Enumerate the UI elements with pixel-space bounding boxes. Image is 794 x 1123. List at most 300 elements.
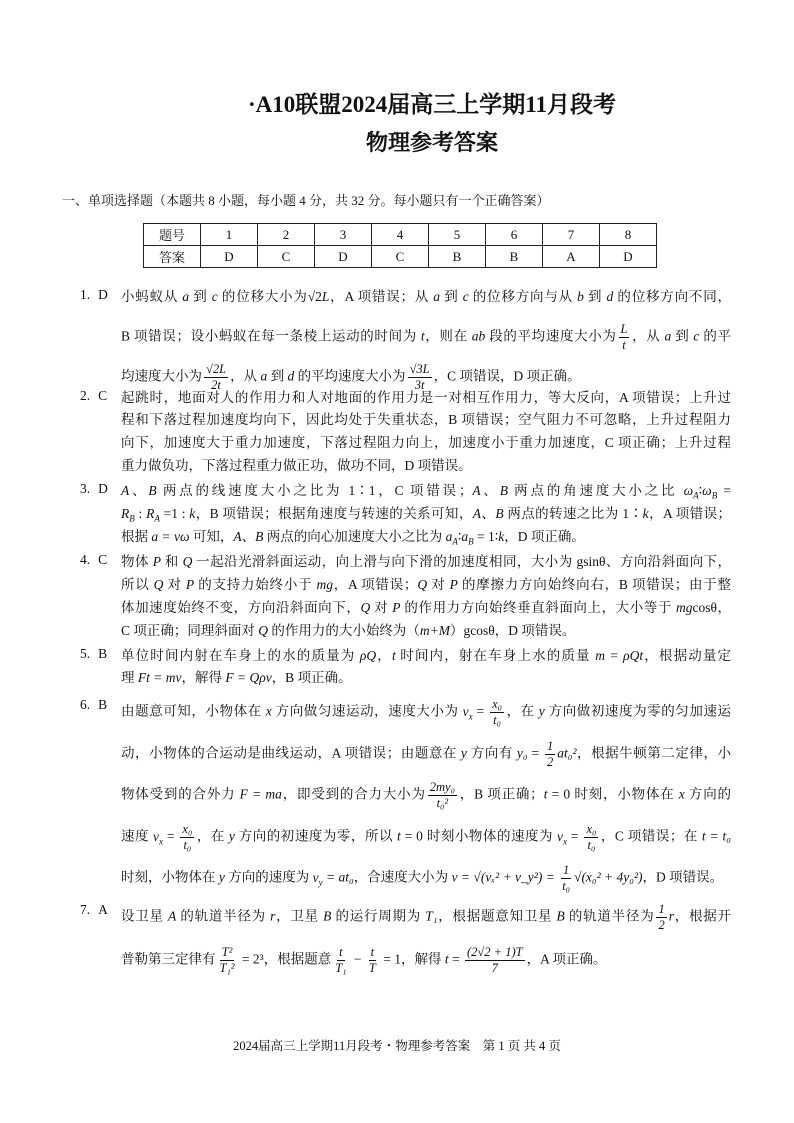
question-answer: D: [98, 481, 108, 496]
text-run: ，根据题意知卫星: [437, 908, 557, 924]
math-base: a: [664, 328, 672, 344]
answer-cell: C: [372, 246, 429, 268]
math-base: y: [218, 869, 225, 885]
math-base: a: [260, 368, 268, 384]
fraction-numerator: √3L: [409, 362, 430, 376]
math-base: v = √(vₓ² + v_y²) =: [451, 869, 559, 885]
explanation-line: [121, 504, 731, 524]
math-base: y: [228, 828, 235, 844]
math-subscript: B: [129, 513, 135, 524]
text-run: 对: [427, 577, 450, 592]
text-run: ，B 项正确。: [271, 670, 352, 685]
text-run: 单位时间内射在车身上的水的质量为: [121, 648, 360, 663]
math-base: t: [444, 951, 449, 967]
answer-cell: B: [429, 246, 486, 268]
math-symbol: [240, 787, 282, 802]
row-label: 答案: [144, 246, 201, 268]
math-base: B: [255, 529, 264, 544]
math-base: t: [396, 828, 401, 844]
math-symbol: [702, 483, 718, 501]
text-run: 到: [583, 289, 607, 304]
fraction-denominator: T: [368, 961, 376, 975]
fraction: [560, 863, 572, 894]
math-symbol: [425, 909, 437, 924]
fraction-numerator: T²: [221, 945, 233, 959]
fraction-numerator: (2√2 + 1)T: [467, 945, 523, 959]
explanation-line: [121, 362, 731, 392]
question-number: 3.: [80, 481, 91, 496]
question-number-cell: 4: [372, 224, 429, 246]
text-run: 理: [121, 670, 138, 685]
fraction: [656, 902, 666, 933]
math-base: T₁: [425, 908, 438, 924]
page-footer: 2024届高三上学期11月段考・物理参考答案 第 1 页 共 4 页: [233, 1039, 561, 1053]
explanation-line: [121, 646, 731, 666]
math-symbol: [360, 648, 376, 663]
question-label: [80, 646, 107, 662]
fraction-denominator: t₀: [562, 879, 571, 893]
text-run: ，合速度大小为: [353, 869, 452, 885]
math-base: a = vω: [151, 529, 190, 544]
math-base: x: [678, 786, 685, 802]
fraction: [428, 780, 457, 811]
math-symbol: [500, 483, 508, 498]
explanation-line: [121, 456, 731, 476]
math-base: A: [167, 908, 177, 924]
math-base: m = ρQt: [595, 648, 644, 663]
text-run: ，卫星: [275, 908, 324, 924]
text-run: 的平: [699, 328, 732, 344]
fraction: [218, 945, 237, 976]
fraction: [490, 697, 504, 728]
answer-cell: D: [600, 246, 657, 268]
text-run: 的摩擦力方向始终向右，B 项错误；由于整: [457, 577, 732, 592]
math-symbol: [168, 909, 176, 924]
math-symbol: [316, 577, 333, 592]
text-run: 、: [480, 483, 500, 498]
text-run: 的轨道半径为: [176, 908, 271, 924]
text-run: 到: [440, 289, 463, 304]
text-run: ，: [376, 648, 392, 663]
text-run: 两点的转速之比为 1∶: [503, 506, 643, 521]
question-number-cell: 3: [315, 224, 372, 246]
math-symbol: [452, 870, 559, 885]
question-number: 4.: [80, 552, 91, 567]
math-base: Q: [153, 577, 164, 592]
math-symbol: [445, 529, 458, 547]
math-base: A: [472, 506, 481, 521]
math-base: F = ma: [239, 786, 282, 802]
math-base: t = t₀: [701, 828, 731, 844]
fraction-numerator: 1: [562, 863, 570, 877]
math-symbol: [557, 746, 576, 761]
text-run: 方向做初速度为零的匀加速运: [544, 703, 732, 719]
text-run: 重力做负功，下落过程重力做正功，做功不同，D 项错误。: [121, 458, 472, 473]
fraction-denominator: t₀: [493, 713, 501, 727]
math-symbol: [360, 600, 370, 615]
text-run: 根据: [121, 529, 152, 544]
math-symbol: [461, 529, 474, 547]
question-number: 5.: [80, 646, 91, 661]
math-base: a: [433, 289, 441, 304]
math-base: c: [211, 289, 218, 304]
fraction-denominator: 2t: [211, 378, 221, 392]
answer-cell: B: [486, 246, 543, 268]
text-run: ，从: [230, 368, 261, 384]
question-number-cell: 1: [201, 224, 258, 246]
question-answer: C: [98, 388, 108, 403]
math-base: P: [392, 600, 401, 615]
math-subscript: A: [693, 490, 699, 501]
text-run: 对: [370, 600, 393, 615]
answer-cell: A: [543, 246, 600, 268]
math-symbol: [683, 483, 699, 501]
math-base: B: [148, 483, 157, 498]
math-symbol: [258, 623, 268, 638]
text-run: 的运行周期为: [331, 908, 426, 924]
math-base: a: [461, 529, 469, 544]
text-run: 时刻，小物体在: [121, 869, 219, 885]
math-base: mg: [675, 600, 693, 615]
text-run: :: [134, 506, 147, 521]
text-run: ，根据牛顿第二定律，小: [576, 745, 731, 761]
fraction-numerator: 1: [658, 902, 665, 916]
answer-cell: C: [258, 246, 315, 268]
text-run: C 项正确；同理斜面对: [121, 623, 259, 638]
question-number: 6.: [80, 697, 91, 712]
text-run: 和: [160, 554, 183, 569]
fraction-numerator: t: [370, 945, 375, 959]
fraction-numerator: x₀: [586, 822, 597, 836]
math-base: A: [472, 483, 481, 498]
text-run: 小蚂蚁从: [121, 289, 183, 304]
math-symbol: [556, 909, 564, 924]
fraction-denominator: t₀²: [436, 796, 449, 810]
explanation-line: [121, 388, 731, 408]
text-run: 速度: [121, 828, 153, 844]
question-label: [80, 481, 108, 497]
math-base: B: [556, 908, 565, 924]
fraction-denominator: t: [622, 338, 626, 352]
math-symbol: [495, 506, 503, 521]
math-subscript: x: [563, 836, 567, 847]
math-base: A: [121, 483, 130, 498]
text-run: B 项错误；设小蚂蚁在每一条棱上运动的时间为: [121, 328, 421, 344]
fraction: [333, 945, 348, 976]
question-number: 2.: [80, 388, 91, 403]
math-symbol: [146, 506, 160, 524]
math-symbol: [154, 577, 164, 592]
text-run: 的位移方向不同，: [613, 289, 731, 304]
math-base: mg: [316, 577, 333, 592]
math-base: t: [391, 648, 396, 663]
fraction-numerator: 2my₀: [429, 780, 455, 794]
math-symbol: [186, 577, 194, 592]
text-run: 向下，加速度大于重力加速度，下落过程阻力向上，加速度小于重力加速度，C 项正确；上升过程: [121, 435, 731, 450]
text-run: ，D 项正确。: [504, 529, 585, 544]
math-base: x: [265, 703, 272, 719]
text-run: 、: [241, 529, 256, 544]
fraction: [545, 739, 555, 770]
math-symbol: [557, 828, 567, 847]
math-symbol: [472, 329, 486, 344]
math-symbol: [153, 554, 161, 569]
math-base: ρQ: [359, 648, 377, 663]
text-run: 的位移方向与从: [468, 289, 578, 304]
math-base: k: [189, 506, 196, 521]
text-run: 、: [129, 483, 149, 498]
question-label: [80, 552, 107, 568]
math-symbol: [462, 703, 473, 722]
text-run: ，B 项错误；根据角速度与转速的关系可知，: [195, 506, 473, 521]
fraction-numerator: 1: [547, 739, 554, 753]
math-symbol: [152, 828, 163, 847]
fraction-denominator: 2: [658, 918, 665, 932]
math-base: y: [538, 703, 545, 719]
text-run: 由题意可知，小物体在: [121, 703, 266, 719]
explanation-line: [121, 668, 731, 688]
math-base: a: [182, 289, 190, 304]
math-base: ω: [683, 483, 694, 498]
text-run: 方向的: [684, 786, 732, 802]
question-number-cell: 5: [429, 224, 486, 246]
fraction-denominator: T₁²: [219, 961, 235, 975]
fraction-numerator: x₀: [182, 822, 193, 836]
text-run: 两点的角速度大小之比: [507, 483, 684, 498]
fraction: [465, 945, 525, 976]
fraction-denominator: 2: [547, 755, 554, 769]
text-run: 、: [481, 506, 496, 521]
question-label: [80, 902, 108, 918]
explanation-line: [121, 287, 731, 307]
math-symbol: [183, 554, 193, 569]
question-answer: B: [98, 697, 108, 712]
text-run: 的轨道半径为: [564, 908, 655, 924]
math-base: c: [462, 289, 469, 304]
math-base: t: [420, 328, 425, 344]
text-run: ，C 项错误；在: [600, 828, 702, 844]
text-run: ，即受到的合力大小为: [281, 786, 426, 802]
question-label: [80, 388, 107, 404]
math-base: c: [693, 328, 700, 344]
question-number: 1.: [80, 287, 91, 302]
math-base: d: [287, 368, 295, 384]
explanation-line: [121, 481, 731, 501]
fraction-numerator: √2L: [206, 362, 227, 376]
text-run: 的平均速度大小为: [294, 368, 406, 384]
text-run: −: [350, 951, 365, 967]
text-run: 体加速度始终不变，方向沿斜面向下，: [121, 600, 361, 615]
explanation-line: [121, 322, 732, 352]
math-symbol: [323, 870, 354, 885]
math-base: R: [146, 506, 155, 521]
math-base: Q: [182, 554, 193, 569]
text-run: 的支持力始终小于: [194, 577, 317, 592]
fraction-denominator: 3t: [414, 378, 425, 392]
math-symbol: [417, 577, 427, 592]
text-run: = 1∶: [473, 529, 499, 544]
text-run: ，A 项错误；从: [329, 289, 434, 304]
math-symbol: [225, 670, 271, 685]
math-base: y₀: [516, 745, 528, 761]
row-label: 题号: [144, 224, 201, 246]
math-base: √(x₀² + 4y₀²): [574, 869, 643, 885]
math-base: k: [642, 506, 649, 521]
fraction: [619, 322, 630, 353]
math-base: P: [449, 577, 458, 592]
answer-cell: D: [201, 246, 258, 268]
explanation-line: [121, 697, 732, 727]
text-run: 两点的线速度大小之比为 1∶1，C 项错误；: [156, 483, 473, 498]
text-run: =: [527, 745, 543, 761]
text-run: 普勒第三定律有: [121, 951, 216, 967]
math-base: m+M: [419, 623, 450, 638]
math-base: L: [321, 289, 330, 304]
text-run: 对: [163, 577, 186, 592]
math-symbol: [574, 870, 642, 885]
math-symbol: [473, 506, 481, 521]
text-run: 方向的速度为: [224, 869, 313, 885]
answer-table: [143, 223, 657, 268]
text-run: 一起沿光滑斜面运动，向上滑与向下滑的加速度相同，大小为 gsinθ、方向沿斜面向下，: [192, 554, 731, 569]
math-base: ω: [702, 483, 712, 498]
explanation-line: [121, 902, 732, 932]
math-base: at₀²: [557, 745, 577, 761]
fraction-denominator: t₀: [183, 838, 192, 852]
question-number-cell: 8: [600, 224, 657, 246]
explanation-line: [121, 780, 732, 810]
math-base: ab: [471, 328, 486, 344]
document-title: ·A10联盟2024届高三上学期11月段考: [247, 92, 616, 117]
math-base: F = Qρv: [225, 670, 272, 685]
math-subscript: x: [158, 836, 163, 847]
explanation-line: [121, 945, 731, 975]
math-base: t: [543, 786, 548, 802]
text-run: ∶: [457, 529, 462, 544]
math-symbol: [151, 529, 189, 544]
explanation-line: [121, 433, 731, 453]
question-number-cell: 6: [486, 224, 543, 246]
fraction-numerator: t: [339, 945, 343, 959]
text-run: 起跳时，地面对人的作用力和人对地面的作用力是一对相互作用力，等大反向，A 项错误；上升过: [121, 390, 731, 405]
text-run: ）gcosθ，D 项错误。: [450, 623, 576, 638]
text-run: =: [717, 483, 731, 498]
math-symbol: [148, 483, 156, 498]
explanation-line: [121, 598, 731, 618]
text-run: ，在: [196, 828, 229, 844]
fraction: [367, 945, 378, 976]
text-run: 方向有: [466, 745, 517, 761]
text-run: cosθ，: [692, 600, 732, 615]
math-base: v: [152, 828, 159, 844]
text-run: ，A 项错误；: [648, 506, 731, 521]
text-run: 物体受到的合外力: [121, 786, 240, 802]
math-base: A: [233, 529, 242, 544]
math-base: d: [606, 289, 614, 304]
math-base: B: [323, 908, 332, 924]
math-subscript: x: [468, 711, 473, 722]
explanation-line: [121, 575, 731, 595]
text-run: = 2³，根据题意: [238, 951, 332, 967]
question-answer: B: [98, 646, 108, 661]
math-subscript: A: [154, 513, 160, 524]
section-heading: 一、单项选择题（本题共 8 小题，每小题 4 分，共 32 分。每小题只有一个正确答案）: [62, 193, 550, 208]
text-run: ，D 项错误。: [642, 869, 724, 885]
math-base: B: [495, 506, 504, 521]
math-base: P: [152, 554, 161, 569]
math-base: y: [460, 745, 467, 761]
text-run: 的作用力方向始终垂直斜面向上，大小等于: [400, 600, 676, 615]
text-run: ，B 项正确；: [458, 786, 544, 802]
math-symbol: [420, 623, 450, 638]
math-symbol: [702, 829, 731, 844]
math-symbol: [312, 869, 323, 888]
math-symbol: [577, 289, 584, 304]
text-run: 的位移大小为√2: [217, 289, 322, 304]
math-subscript: A: [452, 536, 458, 547]
fraction-denominator: t₀: [587, 838, 596, 852]
fraction: [584, 822, 598, 853]
math-base: R: [121, 506, 130, 521]
text-run: ，A 项正确。: [526, 951, 607, 967]
document-subtitle: 物理参考答案: [365, 130, 498, 155]
explanation-line: [121, 621, 731, 641]
math-subscript: y: [318, 877, 323, 888]
question-answer: C: [98, 552, 108, 567]
text-run: 两点的向心加速度大小之比为: [263, 529, 446, 544]
fraction-numerator: L: [620, 322, 628, 336]
math-symbol: [233, 529, 241, 544]
text-run: 时间内，射在车身上水的质量: [395, 648, 596, 663]
table-row-answers: [144, 246, 657, 268]
math-base: k: [498, 529, 505, 544]
math-base: Ft = mv: [137, 670, 182, 685]
math-symbol: [517, 746, 528, 761]
text-run: 方向做匀速运动，速度大小为: [271, 703, 463, 719]
text-run: 所以: [121, 577, 154, 592]
text-run: ，根据动量定: [643, 648, 732, 663]
text-run: ，从: [631, 328, 665, 344]
text-run: ，在: [506, 703, 539, 719]
question-number: 7.: [80, 902, 91, 917]
text-run: =: [162, 828, 179, 844]
text-run: 到: [671, 328, 694, 344]
fraction: [180, 822, 194, 853]
text-run: 动，小物体的合运动是曲线运动，A 项错误；由题意在: [121, 745, 461, 761]
math-symbol: [450, 577, 458, 592]
text-run: = 1，解得: [379, 951, 445, 967]
text-run: ，A 项错误；: [332, 577, 418, 592]
math-base: r: [270, 908, 276, 924]
text-run: =: [472, 703, 489, 719]
math-base: v: [312, 869, 319, 885]
question-answer: D: [98, 287, 108, 302]
text-run: 物体: [121, 554, 153, 569]
math-base: v: [557, 828, 563, 844]
text-run: =: [448, 951, 463, 967]
text-run: 均速度大小为: [121, 368, 202, 384]
explanation-line: [121, 552, 731, 572]
question-label: [80, 697, 107, 713]
question-answer: A: [98, 902, 108, 917]
fraction-numerator: x₀: [492, 697, 502, 711]
math-symbol: [138, 670, 182, 685]
question-number-cell: 7: [543, 224, 600, 246]
question-label: [80, 287, 108, 303]
text-run: ，根据开: [673, 908, 732, 924]
math-symbol: [121, 483, 129, 498]
text-run: =1 :: [159, 506, 190, 521]
